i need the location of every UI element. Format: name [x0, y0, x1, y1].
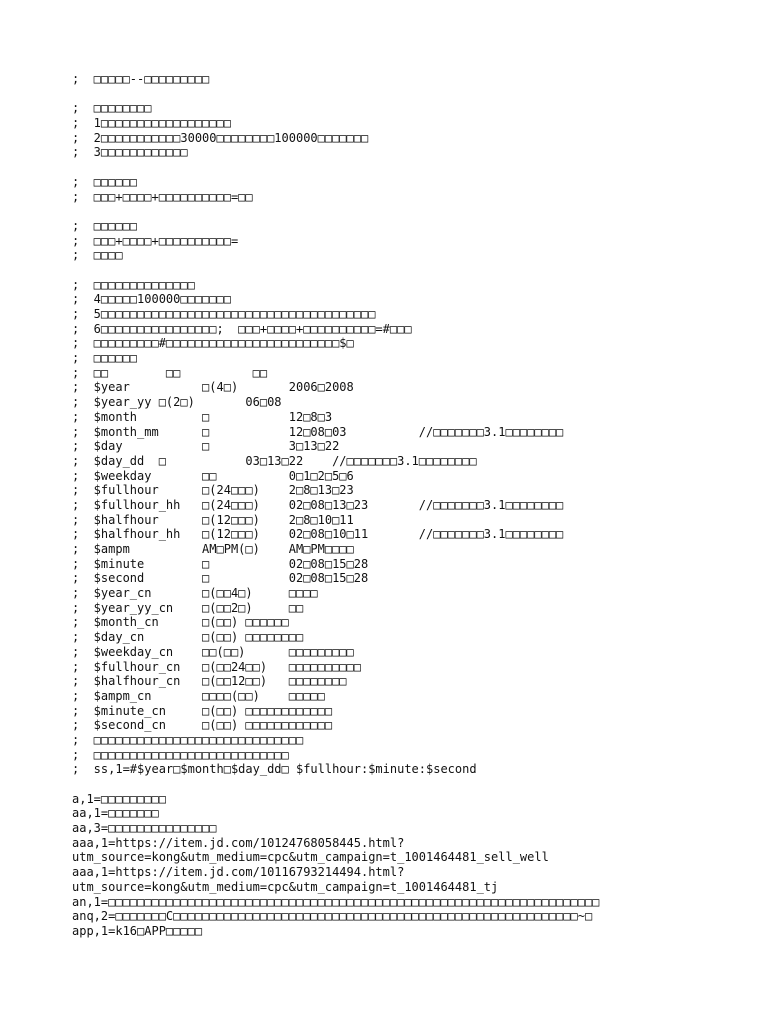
- document-line: ; 4□□□□□100000□□□□□□□: [72, 292, 231, 307]
- document-line: aa,3=□□□□□□□□□□□□□□□: [72, 821, 217, 836]
- document-line: ; □□□□: [72, 248, 123, 263]
- document-line: ; $halfhour_hh □(12□□□) 02□08□10□11 //□□□□□□□3.1□□□□□□□□: [72, 527, 564, 542]
- document-line: ; □□□□□□□□□□□□□□: [72, 277, 195, 292]
- document-line: ; □□□□□□: [72, 351, 138, 366]
- document-line: ; $year_yy_cn □(□□2□) □□: [72, 600, 304, 615]
- document-line: ; □□□□□□□□□#□□□□□□□□□□□□□□□□□□□□□□□□$□: [72, 336, 354, 351]
- document-line: aaa,1=https://item.jd.com/10116793214494.html?: [72, 865, 405, 880]
- document-line: aaa,1=https://item.jd.com/10124768058445.html?: [72, 835, 405, 850]
- document-line: ; $weekday_cn □□(□□) □□□□□□□□□: [72, 644, 354, 659]
- document-line: ; $second □ 02□08□15□28: [72, 571, 369, 586]
- document-line: ; $fullhour_cn □(□□24□□) □□□□□□□□□□: [72, 659, 361, 674]
- document-line: aa,1=□□□□□□□: [72, 806, 159, 821]
- document-line: ; $halfhour_cn □(□□12□□) □□□□□□□□: [72, 674, 347, 689]
- document-line: ; $day □ 3□13□22: [72, 439, 340, 454]
- document-line: anq,2=□□□□□□□C□□□□□□□□□□□□□□□□□□□□□□□□□□□□□□□□□□□□□□□□□□□□□□□□□□□□□□□□~□: [72, 909, 593, 924]
- document-line: ; 1□□□□□□□□□□□□□□□□□□: [72, 116, 231, 131]
- document-line: ; $month_mm □ 12□08□03 //□□□□□□□3.1□□□□□□□□: [72, 424, 564, 439]
- document-line: [72, 777, 752, 792]
- document-line: ; $fullhour_hh □(24□□□) 02□08□13□23 //□□□□□□□3.1□□□□□□□□: [72, 497, 564, 512]
- document-line: ; $halfhour □(12□□□) 2□8□10□11: [72, 512, 354, 527]
- document-line: ; □□□+□□□□+□□□□□□□□□□=□□: [72, 189, 253, 204]
- document-line: ; $year □(4□) 2006□2008: [72, 380, 354, 395]
- document-line: ; $day_dd □ 03□13□22 //□□□□□□□3.1□□□□□□□□: [72, 453, 477, 468]
- document-line: ; $month □ 12□8□3: [72, 409, 333, 424]
- document-line: ; $year_yy □(2□) 06□08: [72, 395, 282, 410]
- document-line: ; 5□□□□□□□□□□□□□□□□□□□□□□□□□□□□□□□□□□□□□□: [72, 307, 376, 321]
- document-line: [72, 204, 752, 219]
- document-line: ; $month_cn □(□□) □□□□□□: [72, 615, 289, 630]
- document-line: a,1=□□□□□□□□□: [72, 791, 166, 806]
- document-line: [72, 160, 752, 175]
- document-line: ; $ampm_cn □□□□(□□) □□□□□: [72, 688, 325, 703]
- document-line: ; 3□□□□□□□□□□□□: [72, 145, 188, 160]
- document-line: ; □□□□□□□□□□□□□□□□□□□□□□□□□□□□□: [72, 732, 304, 747]
- document-line: ; $ampm AM□PM(□) AM□PM□□□□: [72, 542, 354, 556]
- document-line: an,1=□□□□□□□□□□□□□□□□□□□□□□□□□□□□□□□□□□□□□□□□□□□□□□□□□□□□□□□□□□□□□□□□□□□□: [72, 894, 600, 909]
- document-line: ; □□□□□□: [72, 174, 138, 189]
- document-line: ; □□□□□□□□□□□□□□□□□□□□□□□□□□□: [72, 747, 289, 762]
- document-line: [72, 87, 752, 102]
- document-line: ; $day_cn □(□□) □□□□□□□□: [72, 630, 304, 645]
- document-line: ; 6□□□□□□□□□□□□□□□□; □□□+□□□□+□□□□□□□□□□=#□□□: [72, 321, 412, 336]
- document-line: ; □□□□□□: [72, 218, 138, 233]
- document-line: ; □□□+□□□□+□□□□□□□□□□=: [72, 233, 239, 248]
- document-line: utm_source=kong&utm_medium=cpc&utm_campaign=t_1001464481_tj: [72, 879, 499, 894]
- document-line: ; $second_cn □(□□) □□□□□□□□□□□□: [72, 718, 333, 733]
- document-line: utm_source=kong&utm_medium=cpc&utm_campaign=t_1001464481_sell_well: [72, 850, 549, 865]
- document-line: ; $year_cn □(□□4□) □□□□: [72, 586, 318, 601]
- document-line: ; $fullhour □(24□□□) 2□8□13□23: [72, 483, 354, 498]
- document-line: [72, 263, 752, 278]
- document-line: ; $weekday □□ 0□1□2□5□6: [72, 468, 354, 483]
- document-line: ; $minute_cn □(□□) □□□□□□□□□□□□: [72, 703, 333, 718]
- document-body: [72, 72, 752, 939]
- document-line: ; □□ □□ □□: [72, 365, 268, 380]
- document-line: ; ss,1=#$year□$month□$day_dd□ $fullhour:$minute:$second: [72, 762, 477, 777]
- document-line: ; □□□□□--□□□□□□□□□: [72, 72, 210, 86]
- document-line: ; □□□□□□□□: [72, 101, 152, 116]
- document-line: ; 2□□□□□□□□□□□30000□□□□□□□□100000□□□□□□□: [72, 130, 369, 145]
- document-line: ; $minute □ 02□08□15□28: [72, 556, 369, 571]
- document-line: app,1=k16□APP□□□□□: [72, 923, 203, 938]
